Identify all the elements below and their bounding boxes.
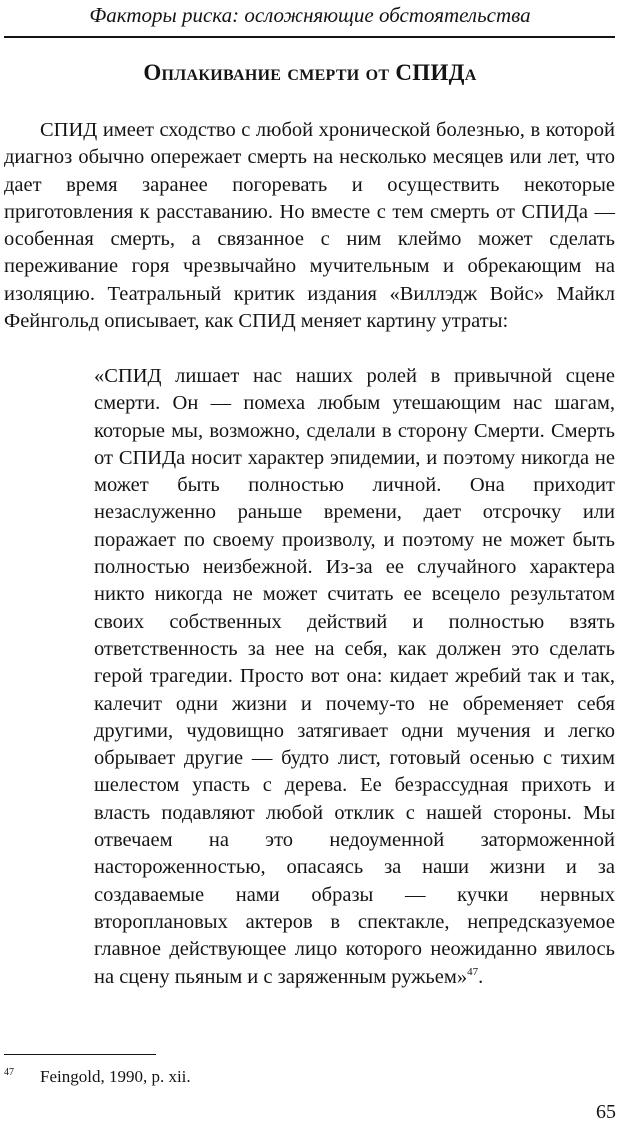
footnote: 47 Feingold, 1990, p. xii. [4, 1067, 191, 1086]
header-rule [4, 36, 615, 38]
page-number: 65 [596, 1101, 616, 1123]
block-quote: «СПИД лишает нас наших ролей в привычной сцене смерти. Он — помеха любым утешающим нас шагам, которые мы, возможно, сделали в сторону Смерти. Смерть от СПИДа носит характер эпидемии, и поэтому никогда не может быть полностью личной. Она приходит незаслуженно раньше времени, дает отсрочку или поражает по своему произволу, и поэтому не может быть полностью неизбежной. Из-за ее случайного характера никто никогда не может считать ее всецело результатом своих собственных действий и полностью взять ответственность за нее на себя, как должен это сделать герой трагедии. Просто вот она: кидает жребий так и так, калечит одни жизни и почему-то не обременяет себя другими, чудовищно затягивает одни мучения и легко обрывает другие — будто лист, готовый осенью с тихим шелестом упасть с дерева. Ее безрассудная прихоть и власть подавляют любой отклик с нашей стороны. Мы отвечаем на это недоуменной заторможенной настороженностью, опасаясь за наши жизни и за создаваемые нами образы — кучки нервных второплановых актеров в спектакле, непредсказуемое главное действующее лицо которого неожиданно явилось на сцену пьяным и с заряженным ружьем»$^{47}$. [94, 365, 615, 988]
body-paragraph: СПИД имеет сходство с любой хронической болезнью, в которой диагноз обычно опережает смерть на несколько месяцев или лет, что дает время заранее погоревать и осуществить некоторые приготовления к расставанию. Но вместе с тем смерть от СПИДа — особенная смерть, а связанное с ним клеймо может сделать переживание горя чрезвычайно мучительным и обрекающим на изоляцию. Театральный критик издания «Виллэдж Войс» Майкл Фейнгольд описывает, как СПИД меняет картину утраты: [4, 119, 615, 333]
section-title: Оплакивание смерти от СПИДа [143, 60, 477, 85]
footnote-reference[interactable]: 47 [467, 965, 479, 978]
running-head: Факторы риска: осложняющие обстоятельства [89, 3, 531, 27]
quote-text: «СПИД лишает нас наших ролей в привычной сцене смерти. Он — помеха любым утешающим нас шагам, которые мы, возможно, сделали в сторону Смерти. Смерть от СПИДа носит характер эпидемии, и поэтому никогда не может быть полностью личной. Она приходит незаслуженно раньше времени, дает отсрочку или поражает по своему произволу, и поэтому не может быть полностью неизбежной. Из-за ее случайного характера никто никогда не может считать ее всецело результатом своих собственных действий и полностью взять ответственность за нее на себя, как должен это сделать герой трагедии. Просто вот она: кидает жребий так и так, калечит одни жизни и почему-то не обременяет себя другими, чудовищно затягивает одни мучения и легко обрывает другие — будто лист, готовый осенью с тихим шелестом упасть с дерева. Ее безрассудная прихоть и власть подавляют любой отклик с нашей стороны. Мы отвечаем на это недоуменной заторможенной настороженностью, опасаясь за наши жизни и за создаваемые нами образы — кучки нервных второплановых актеров в спектакле, непредсказуемое главное действующее лицо которого неожиданно явилось на сцену пьяным и с заряженным ружьем» [94, 365, 615, 988]
footnote-text: Feingold, 1990, p. xii. [40, 1067, 191, 1086]
footnote-rule [4, 1054, 156, 1055]
